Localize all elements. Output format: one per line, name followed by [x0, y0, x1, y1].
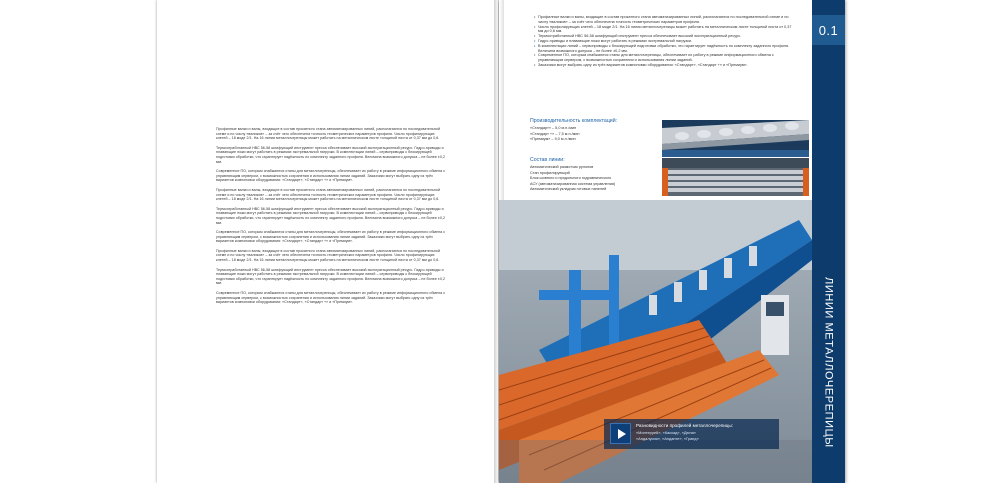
body-paragraph: Современное ПО, которым снабжаются станы для металлочерепицы, обеспечивает их работу в режиме информационного обмена с управляющим сервером, с возможностью сохранения и использования линии заданий. Заказчики могут выбрать одну из трёх вариантов компоновки оборудования: «Стандарт», «Стандарт +» и «Премиум». [216, 291, 446, 305]
feature-bullet: • Число профилирующих клетей – 18 моде 2/1. На 16 линии металлочерепицы может работать на металлическом листе толщиной листа от 0,37 мм до 0,6 мм. [534, 25, 792, 35]
profile-sheet-photo [662, 158, 809, 196]
composition-item: Автоматический укладчик готовых панелей [530, 187, 607, 192]
productivity-item: «Премиум» – 9,0 м.п./мин [530, 137, 576, 142]
profile-sheet-illustration [662, 158, 809, 196]
feature-bullet: • Гидро-приводы и плавающие ножи могут работать в режимах экстремальной нагрузки. [534, 39, 792, 44]
profiles-caption-names [636, 430, 776, 442]
section-vertical-title: ЛИНИИ МЕТАЛЛОЧЕРЕПИЦЫ [822, 276, 835, 448]
body-paragraph: Современное ПО, которым снабжаются станы для металлочерепицы, обеспечивает их работу в режиме информационного обмена с управляющим сервером, с возможностью сохранения и использования линии заданий. Заказчики могут выбрать одну из трёх вариантов компоновки оборудования: «Стандарт», «Стандарт +» и «Премиум». [216, 230, 446, 244]
roller-detail-photo [662, 120, 809, 157]
feature-bullet: • Заказчики могут выбрать одну из трёх вариантов компоновки оборудования: «Стандарт», «Стандарт +» и «Премиум». [534, 63, 792, 68]
composition-heading: Состав линии: [530, 157, 565, 163]
feature-bullet-list [530, 15, 792, 68]
composition-item: Автоматический размотчик рулонов [530, 165, 594, 169]
composition-list [530, 165, 615, 193]
play-icon[interactable] [610, 423, 631, 444]
feature-bullet: • Термоотработанный НВС 56-58 шлифующий инструмент пресса обеспечивает высокий эксплуатационный ресурс. [534, 34, 792, 39]
productivity-item: «Стандарт +» – 7,5 м.п./мин [530, 131, 580, 136]
body-paragraph: Профилные валки и валы, входящие в состав прокатного стана автоматизированных линий, располагаются по последовательной схеме и по числу «валиков» – за счёт чего обеспечена точность геометрических параметров профиля. Число профилирующих клетей – 18 моде 2/1. На 16 линии металлочерепицы может работать на металлическом листе толщиной листа от 0,37 мм до 0,6. [216, 248, 441, 263]
feature-bullet: • Современное ПО, которым снабжаются станы для металлочерепицы, обеспечивает их работу в режиме информационного обмена с управляющим сервером, с возможностью сохранения и использования линии заданий. [534, 53, 792, 63]
productivity-list [530, 126, 579, 143]
body-paragraph: Современное ПО, которым снабжаются станы для металлочерепицы, обеспечивает их работу в режиме информационного обмена с управляющим сервером, с возможностью сохранения и использования линии заданий. Заказчики могут выбрать одну из трёх вариантов компоновки оборудования: «Стандарт», «Стандарт +» и «Премиум». [216, 169, 446, 183]
composition-item: АСУ (автоматизированная система управления) [530, 181, 616, 186]
productivity-heading: Производительность комплектаций: [530, 118, 618, 124]
body-paragraph: Профилные валки и валы, входящие в состав прокатного стана автоматизированных линий, располагаются по последовательной схеме и по числу «валиков» – за счёт чего обеспечена точность геометрических параметров профиля. Число профилирующих клетей – 18 моде 2/1. На 16 линии металлочерепицы может работать на металлическом листе толщиной листа от 0,37 мм до 0,6. [216, 187, 441, 202]
section-number: 0.1 [812, 15, 845, 45]
composition-item: Блок шовного и продольного гидравлического [530, 176, 612, 181]
feature-bullet: • Профилные валки и валы, входящие в состав прокатного стана автоматизированных линий, располагаются по последовательной схеме и по числу «валиков» – за счёт чего обеспечена точность геометрических параметров профиля. [534, 15, 792, 25]
composition-item: Стан профилирующий [530, 170, 570, 175]
profile-names-line: «Монтеррей», «Каскад», «Дюна» [636, 430, 696, 435]
body-paragraph: Термоотработанный НВС 56-58 шлифующий инструмент пресса обеспечивает высокий эксплуатационный ресурс. Гидро-приводы и плавающие ножи могут работать в режимах экстремальной нагрузки. В комплектации линий – сервоприводы с блокирующей подготовки обработки, что гарантирует надёжность по комплекту заданного профиля. Величина возможного допуска – не более ±0,2 мм. [216, 145, 446, 164]
profile-names-line: «Андалусия», «Анданте», «Гранд» [636, 436, 699, 441]
body-paragraph: Профилные валки и валы, входящие в состав прокатного стана автоматизированных линий, располагаются по последовательной схеме и по числу «валиков» – за счёт чего обеспечена точность геометрических параметров профиля. Число профилирующих клетей – 18 моде 2/1. На 16 линии металлочерепицы может работать на металлическом листе толщиной листа от 0,37 мм до 0,6. [216, 127, 441, 141]
body-paragraph: Термоотработанный НВС 56-58 шлифующий инструмент пресса обеспечивает высокий эксплуатационный ресурс. Гидро-приводы и плавающие ножи могут работать в режимах экстремальной нагрузки. В комплектации линий – сервоприводы с блокирующей подготовки обработки, что гарантирует надёжность по комплекту заданного профиля. Величина возможного допуска – не более ±0,2 мм. [216, 206, 446, 225]
productivity-item: «Стандарт» – 5,0 м.п./мин [530, 126, 577, 130]
profiles-caption-title: Разновидности профилей металлочерепицы: [636, 423, 734, 428]
feature-bullet: • В комплектации линий – сервоприводы с блокирующей подготовки обработки, что гарантирует надёжность по комплекту заданного профиля. Величина возможного допуска – не более ±0,2 мм. [534, 44, 792, 54]
left-page-body [216, 127, 446, 310]
body-paragraph: Термоотработанный НВС 56-58 шлифующий инструмент пресса обеспечивает высокий эксплуатационный ресурс. Гидро-приводы и плавающие ножи могут работать в режимах экстремальной нагрузки. В комплектации линий – сервоприводы с блокирующей подготовки обработки, что гарантирует надёжность по комплекту заданного профиля. Величина возможного допуска – не более ±0,2 мм. [216, 267, 446, 286]
roller-detail-illustration [662, 120, 809, 157]
